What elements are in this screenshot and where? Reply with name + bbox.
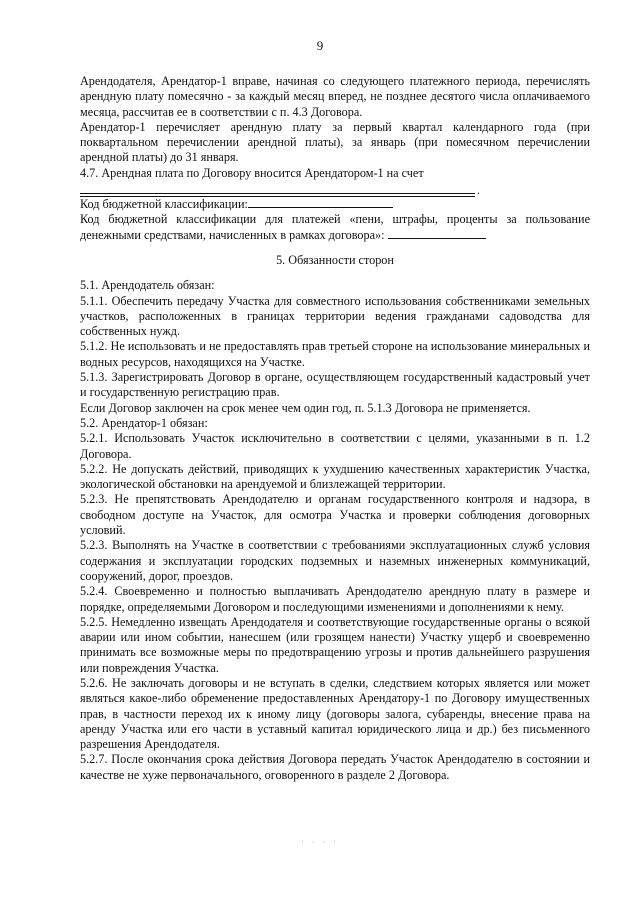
clause-5-2-3-utilities: 5.2.3. Выполнять на Участке в соответствии с требованиями эксплуатационных служб условия содержания и эксплуатации городских подземных и наземных инженерных коммуникаций, сооружений, дорог, проездов. xyxy=(80,538,590,583)
clause-5-2-4: 5.2.4. Своевременно и полностью выплачивать Арендодателю арендную плату в размере и порядке, определяемыми Договором и последующими изменениями и дополнениями к нему. xyxy=(80,584,590,614)
clause-5-1-1: 5.1.1. Обеспечить передачу Участка для совместного использования собственниками земельных участков, расположенных в границах территории ведения гражданами садоводства для собственных нужд. xyxy=(80,293,590,339)
clause-5-2-1: 5.2.1. Использовать Участок исключительно в соответствии с целями, указанными в п. 1.2 Договора. xyxy=(80,431,590,461)
paragraph-4-7: 4.7. Арендная плата по Договору вносится Арендатором-1 на счет xyxy=(80,165,424,180)
kbk-label: Код бюджетной классификации: xyxy=(80,197,248,212)
page-number: 9 xyxy=(316,38,324,53)
clause-5-1: 5.1. Арендодатель обязан: xyxy=(80,278,215,293)
clause-5-1-2: 5.1.2. Не использовать и не предоставлять прав третьей стороне на использование минеральных и водных ресурсов, находящихся на Участке. xyxy=(80,339,590,369)
paragraph-payment-first-quarter: Арендатор-1 перечисляет арендную плату за первый квартал календарного года (при поквартальном перечислении арендной платы), за январь (при помесячном перечислении арендной платы) до 31 января. xyxy=(80,119,590,165)
account-blank-rule xyxy=(80,193,475,194)
kbk-line xyxy=(80,197,590,212)
kbk-penalty-label: Код бюджетной классификации для платежей «пени, штрафы, проценты за пользование денежными средствами, начисленных в рамках договора»: xyxy=(80,212,590,242)
clause-5-2-7: 5.2.7. После окончания срока действия Договора передать Участок Арендодателю в состоянии и качестве не хуже первоначального, оговоренного в разделе 2 Договора. xyxy=(80,752,590,782)
kbk-penalty-line xyxy=(80,212,590,243)
clause-5-1-3: 5.1.3. Зарегистрировать Договор в органе, осуществляющем государственный кадастровый учет и государственную регистрацию прав. xyxy=(80,370,590,400)
account-blank-end: . xyxy=(477,183,480,198)
account-blank-line xyxy=(80,181,590,196)
kbk-blank xyxy=(248,197,393,208)
section-title: 5. Обязанности сторон xyxy=(276,252,394,267)
clause-5-2-2: 5.2.2. Не допускать действий, приводящих к ухудшению качественных характеристик Участка, экологической обстановки на арендуемой и близлежащей территории. xyxy=(80,461,590,492)
clause-5-2-6: 5.2.6. Не заключать договоры и не вступать в сделки, следствием которых является или может являться какое-либо обременение предоставленных Арендатору-1 по Договору имущественных прав, в частности переход их к иному лицу (договоры залога, субаренды, внесение права на аренду Участка или его части в уставный капитал юридического лица и др.) без письменного разрешения Арендодателя. xyxy=(80,675,590,752)
footer-mark: · · · · xyxy=(301,838,339,847)
paragraph-payment-monthly: Арендодателя, Арендатор-1 вправе, начиная со следующего платежного периода, перечислять арендную плату помесячно - за каждый месяц вперед, не позднее десятого числа оплачиваемого месяца, рассчитав ее в соответствии с п. 4.3 Договора. xyxy=(80,74,590,119)
clause-5-2-3-access: 5.2.3. Не препятствовать Арендодателю и органам государственного контроля и надзора, в свободном доступе на Участок, для осмотра Участка и проверки соблюдения договорных условий. xyxy=(80,492,590,538)
clause-5-1-3-note: Если Договор заключен на срок менее чем один год, п. 5.1.3 Договора не применяется. xyxy=(80,400,531,415)
clause-5-2-5: 5.2.5. Немедленно извещать Арендодателя и соответствующие государственные органы о всякой аварии или ином событии, нанесшем (или грозящем нанести) Участку ущерб и своевременно принимать все возможные меры по предотвращению угрозы и против дальнейшего разрушения или повреждения Участка. xyxy=(80,614,590,675)
kbk-penalty-blank xyxy=(388,228,486,239)
clause-5-2: 5.2. Арендатор-1 обязан: xyxy=(80,415,208,430)
page-content xyxy=(80,74,590,783)
